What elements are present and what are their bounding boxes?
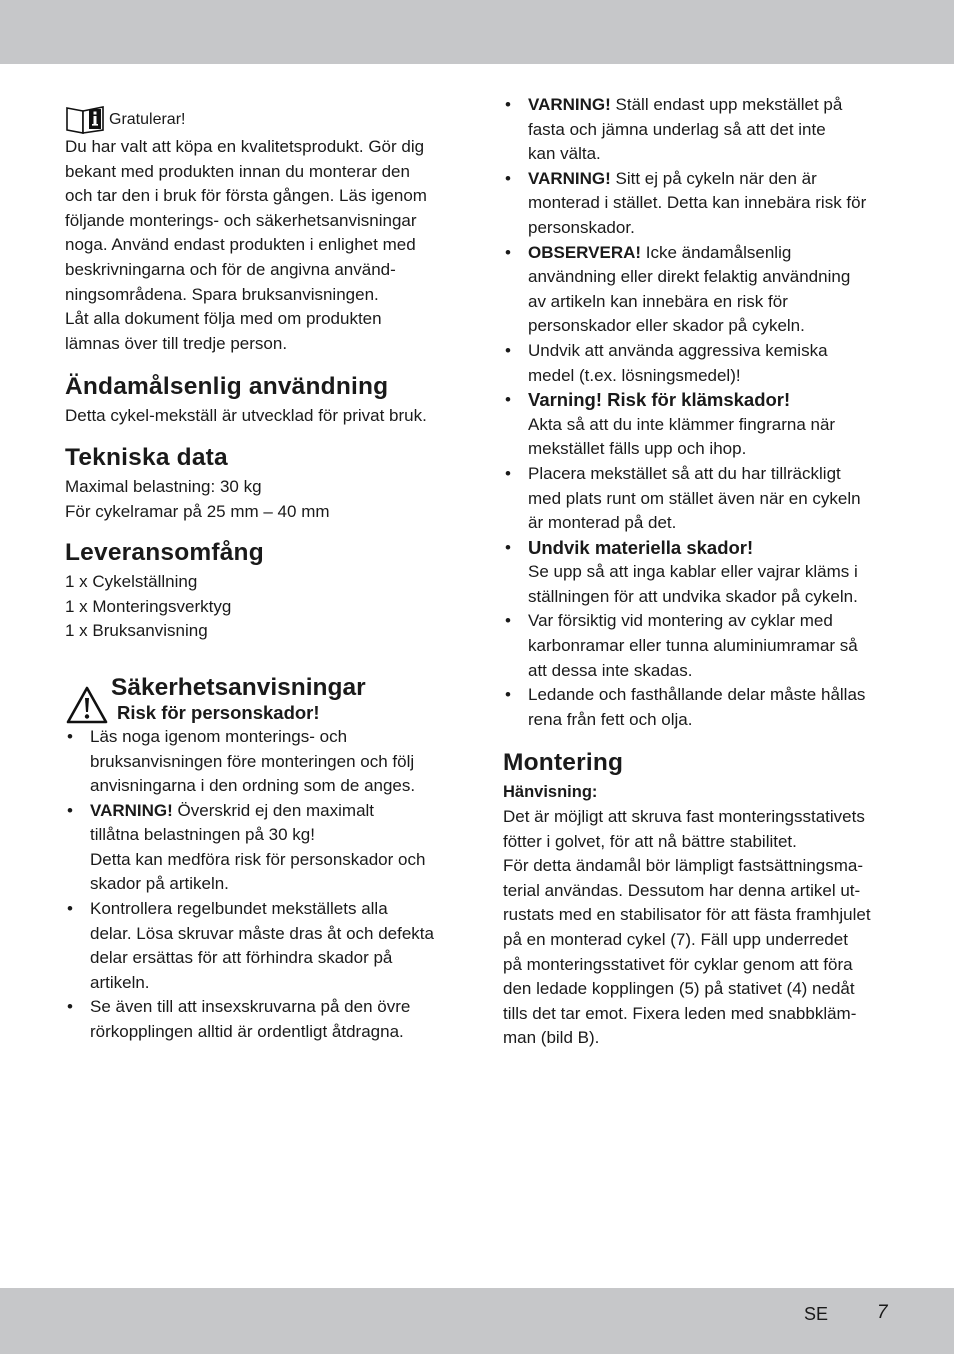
item-line: karbonramar eller tunna aluminiumramar så xyxy=(528,636,858,656)
item-line: delar ersättas för att förhindra skador på xyxy=(90,948,393,968)
delivery-item: 1 x Bruksanvisning xyxy=(65,621,208,641)
tech-line: För cykelramar på 25 mm – 40 mm xyxy=(65,501,330,521)
item-first-text: Överskrid ej den maximalt xyxy=(172,800,375,820)
item-line: rena från fett och olja. xyxy=(528,709,693,729)
safety-title: Säkerhetsanvisningar xyxy=(111,673,366,701)
item-line: med plats runt om stället även när en cykeln xyxy=(528,488,861,508)
bullet-dot: • xyxy=(505,685,511,705)
item-line: ställningen för att undvika skador på cykeln. xyxy=(528,586,858,606)
intro-line: Låt alla dokument följa med om produkten xyxy=(65,309,382,329)
list-item xyxy=(503,241,898,339)
item-line: av artikeln kan innebära en risk för xyxy=(528,291,788,311)
item-warning-label: OBSERVERA! xyxy=(528,242,642,262)
item-line: artikeln. xyxy=(90,972,150,992)
mounting-line: tills det tar emot. Fixera leden med snabbkläm- xyxy=(503,1003,857,1023)
list-item xyxy=(503,462,898,536)
item-line: Akta så att du inte klämmer fingrarna när xyxy=(528,414,836,434)
page-number: 7 xyxy=(877,1302,888,1323)
header-bar xyxy=(0,0,954,64)
mounting-line: Det är möjligt att skruva fast monteringsstativets xyxy=(503,807,865,827)
item-warning-label: VARNING! xyxy=(528,168,611,188)
item-line: tillåtna belastningen på 30 kg! xyxy=(90,825,315,845)
item-line: Detta kan medföra risk för personskador och xyxy=(90,849,426,869)
item-line: användning eller direkt felaktig användning xyxy=(528,267,851,287)
left-column xyxy=(65,105,455,1045)
list-item xyxy=(503,683,898,732)
footer-language: SE xyxy=(804,1304,829,1324)
delivery-title: Leveransomfång xyxy=(65,539,264,567)
safety-list-left xyxy=(65,725,455,1045)
delivery-item: 1 x Cykelställning xyxy=(65,572,198,592)
bullet-dot: • xyxy=(505,463,511,483)
item-line: att dessa inte skadas. xyxy=(528,660,693,680)
item-line: Placera mekstället så att du har tillräckligt xyxy=(528,463,841,483)
item-line: anvisningarna i den ordning som de anges. xyxy=(90,776,416,796)
mounting-title: Montering xyxy=(503,749,624,777)
item-line: är monterad på det. xyxy=(528,513,677,533)
item-warning-label: VARNING! xyxy=(90,800,173,820)
book-info-icon xyxy=(65,105,105,135)
item-line: skador på artikeln. xyxy=(90,874,229,894)
list-item xyxy=(65,897,455,995)
item-line: Var försiktig vid montering av cyklar med xyxy=(528,611,833,631)
item-line: delar. Lösa skruvar måste dras åt och defekta xyxy=(90,923,434,943)
item-line: personskador. xyxy=(528,217,635,237)
safety-subtitle: Risk för personskador! xyxy=(117,701,320,723)
item-heading: Varning! Risk för klämskador! xyxy=(528,389,791,411)
item-first-text: Sitt ej på cykeln när den är xyxy=(610,168,817,188)
list-item xyxy=(65,799,455,897)
bullet-dot: • xyxy=(67,899,73,919)
safety-heading xyxy=(65,674,455,725)
mounting-line: den ledade kopplingen (5) på stativet (4) nedåt xyxy=(503,979,855,999)
intro-line: ningsområdena. Spara bruksanvisningen. xyxy=(65,284,379,304)
item-line: monterad i stället. Detta kan innebära risk för xyxy=(528,193,867,213)
mounting-line: terial användas. Dessutom har denna artikel ut- xyxy=(503,880,861,900)
safety-list-right xyxy=(503,93,898,732)
bullet-dot: • xyxy=(505,390,511,410)
item-line: Se även till att insexskruvarna på den övre xyxy=(90,997,411,1017)
mounting-line: på monteringsstativet för cyklar genom att föra xyxy=(503,954,853,974)
item-line: Kontrollera regelbundet mekställets alla xyxy=(90,899,388,919)
right-column xyxy=(503,93,898,1051)
item-line: personskador eller skador på cykeln. xyxy=(528,316,805,336)
item-heading: Undvik materiella skador! xyxy=(528,536,754,558)
bullet-dot: • xyxy=(505,242,511,262)
mounting-line: fötter i golvet, för att nå bättre stabilitet. xyxy=(503,831,797,851)
list-item xyxy=(65,995,455,1044)
mounting-line: rustats med en stabilisator för att fästa framhjulet xyxy=(503,905,871,925)
intro-line: och tar den i bruk för första gången. Läs igenom xyxy=(65,186,427,206)
list-item xyxy=(503,536,898,610)
item-line: fasta och jämna underlag så att det inte xyxy=(528,119,826,139)
mounting-paragraph xyxy=(503,805,898,1051)
mounting-line: man (bild B). xyxy=(503,1028,600,1048)
item-line: Se upp så att inga kablar eller vajrar kläms i xyxy=(528,562,858,582)
delivery-list xyxy=(65,570,455,644)
intro-head-text: Gratulerar! xyxy=(109,110,186,128)
item-first-line xyxy=(528,93,898,118)
intro-line: bekant med produkten innan du monterar den xyxy=(65,161,410,181)
bullet-dot: • xyxy=(505,537,511,557)
item-first-line xyxy=(90,799,455,824)
bullet-dot: • xyxy=(67,997,73,1017)
item-first-line xyxy=(528,167,898,192)
list-item xyxy=(503,339,898,388)
item-line: Ledande och fasthållande delar måste hållas xyxy=(528,685,866,705)
item-line: Läs noga igenom monterings- och xyxy=(90,726,348,746)
purpose-text: Detta cykel-mekställ är utvecklad för privat bruk. xyxy=(65,406,427,426)
list-item xyxy=(503,388,898,462)
item-line: rörkopplingen alltid är ordentligt åtdragna. xyxy=(90,1022,404,1042)
mounting-line: på en monterad cykel (7). Fäll upp underredet xyxy=(503,930,848,949)
intro-heading xyxy=(65,105,455,135)
bullet-dot: • xyxy=(67,800,73,820)
bullet-dot: • xyxy=(505,340,511,360)
purpose-title: Ändamålsenlig användning xyxy=(65,373,389,401)
intro-line: beskrivningarna och för de angivna använd- xyxy=(65,259,396,279)
mounting-subtitle: Hänvisning: xyxy=(503,783,598,802)
list-item xyxy=(65,725,455,799)
mounting-line: För detta ändamål bör lämpligt fastsättningsma- xyxy=(503,856,864,876)
intro-line: noga. Använd endast produkten i enlighet med xyxy=(65,235,416,255)
intro-line: följande monterings- och säkerhetsanvisningar xyxy=(65,210,417,230)
tech-title: Tekniska data xyxy=(65,443,228,471)
item-line: bruksanvisningen före monteringen och följ xyxy=(90,751,415,771)
item-first-line xyxy=(528,241,898,266)
delivery-item: 1 x Monteringsverktyg xyxy=(65,596,232,616)
bullet-dot: • xyxy=(505,611,511,631)
intro-line: lämnas över till tredje person. xyxy=(65,333,288,353)
item-warning-label: VARNING! xyxy=(528,95,611,114)
item-line: kan välta. xyxy=(528,144,601,164)
tech-data xyxy=(65,475,455,524)
item-first-text: Icke ändamålsenlig xyxy=(641,242,792,262)
tech-line: Maximal belastning: 30 kg xyxy=(65,476,262,496)
bullet-dot: • xyxy=(505,168,511,188)
warning-triangle-icon xyxy=(65,685,109,725)
intro-paragraph xyxy=(65,135,455,356)
item-line: mekstället fälls upp och ihop. xyxy=(528,439,747,459)
intro-line: Du har valt att köpa en kvalitetsprodukt. Gör dig xyxy=(65,137,425,156)
list-item xyxy=(503,167,898,241)
list-item xyxy=(503,93,898,167)
bullet-dot: • xyxy=(67,726,73,746)
list-item xyxy=(503,609,898,683)
item-line: medel (t.ex. lösningsmedel)! xyxy=(528,365,741,385)
bullet-dot: • xyxy=(505,95,511,114)
item-first-text: Ställ endast upp mekstället på xyxy=(610,95,843,114)
item-line: Undvik att använda aggressiva kemiska xyxy=(528,340,828,360)
